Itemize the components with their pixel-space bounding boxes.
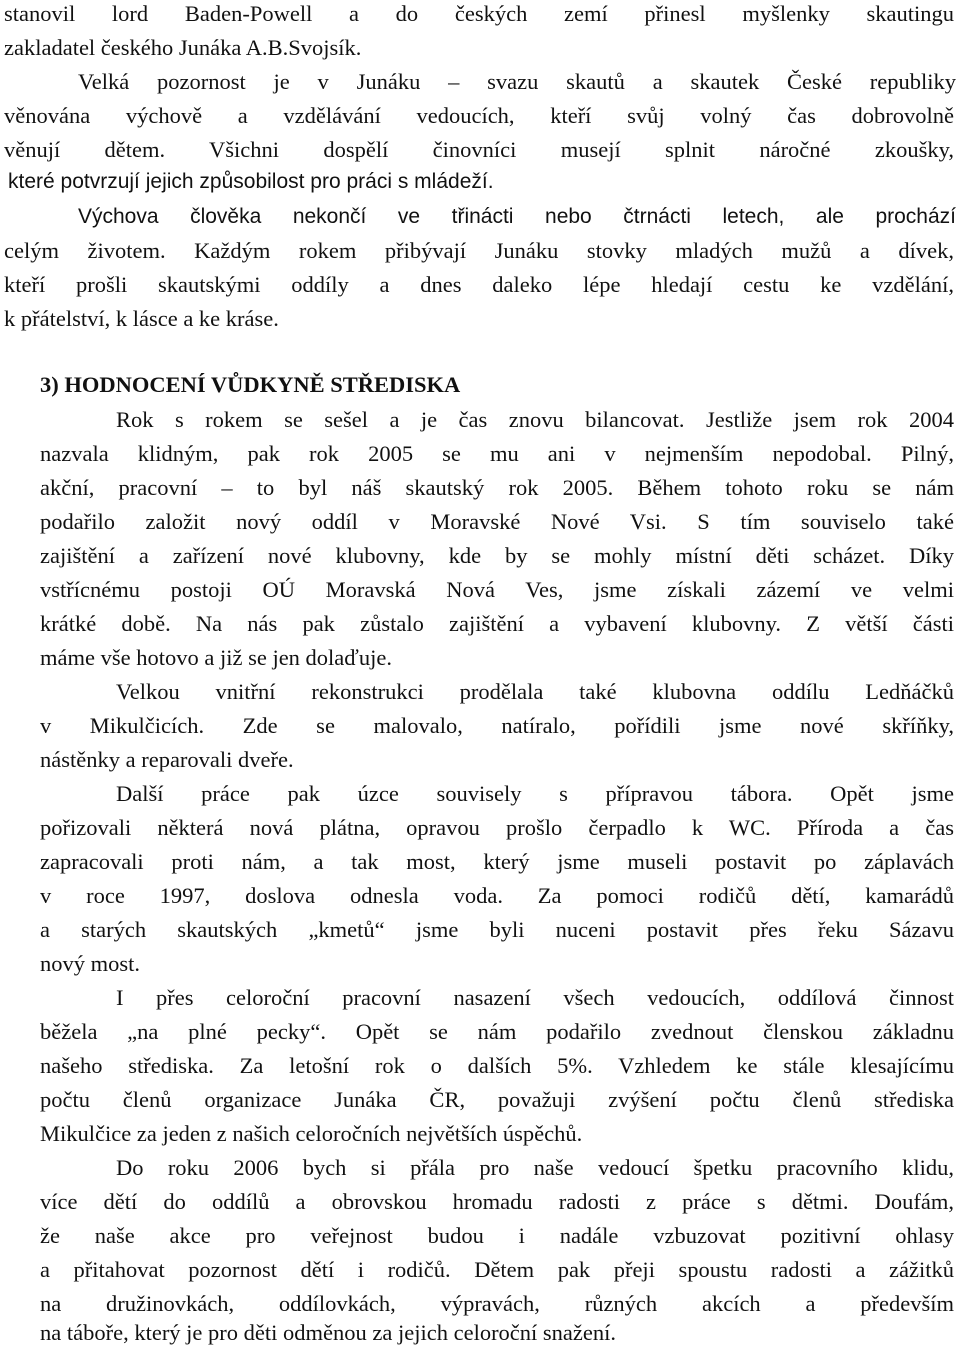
paragraph-line: že naše akce pro veřejnost budou i nadále vzbuzovat pozitivní ohlasy	[40, 1223, 954, 1248]
paragraph-line: nový most.	[40, 951, 141, 976]
paragraph-line: na táboře, který je pro děti odměnou za jejich celoroční snažení.	[40, 1320, 617, 1345]
paragraph-line: věnována výchově a vzdělávání vedoucích, kteří svůj volný čas dobrovolně	[4, 103, 954, 128]
paragraph-line: Rok s rokem se sešel a je čas znovu bilancovat. Jestliže jsem rok 2004	[116, 407, 954, 432]
paragraph-line: a starých skautských „kmetů“ jsme byli nuceni postavit přes řeku Sázavu	[40, 917, 954, 942]
paragraph-line: v roce 1997, doslova odnesla voda. Za pomoci rodičů dětí, kamarádů	[40, 883, 954, 908]
paragraph-line: našeho střediska. Za letošní rok o dalších 5%. Vzhledem ke stále klesajícímu	[40, 1053, 954, 1078]
paragraph-line: Další práce pak úzce souvisely s přípravou tábora. Opět jsme	[116, 781, 954, 806]
paragraph-line: nástěnky a reparovali dveře.	[40, 747, 294, 772]
paragraph-line: máme vše hotovo a již se jen dolaďuje.	[40, 645, 392, 670]
paragraph-line: stanovil lord Baden-Powell a do českých zemí přinesl myšlenky skautingu	[4, 1, 954, 26]
paragraph-line: zajištění a zařízení nové klubovny, kde by se mohly místní děti scházet. Díky	[40, 543, 954, 568]
paragraph-line: akční, pracovní – to byl náš skautský rok 2005. Během tohoto roku se nám	[40, 475, 954, 500]
paragraph-line: na družinovkách, oddílovkách, výpravách, různých akcích a především	[40, 1291, 954, 1316]
paragraph-line: Výchova člověka nekončí ve třinácti nebo čtrnácti letech, ale prochází	[78, 205, 956, 228]
paragraph-line: I přes celoroční pracovní nasazení všech vedoucích, oddílová činnost	[116, 985, 954, 1010]
paragraph-line: krátké době. Na nás pak zůstalo zajištění a vybavení klubovny. Z větší části	[40, 611, 954, 636]
paragraph-line: Mikulčice za jeden z našich celoročních největších úspěchů.	[40, 1121, 583, 1146]
paragraph-line: a přitahovat pozornost dětí i rodičů. Dětem pak přeji spoustu radosti a zážitků	[40, 1257, 954, 1282]
paragraph-line: Velkou vnitřní rekonstrukci prodělala také klubovna oddílu Ledňáčků	[116, 679, 954, 704]
paragraph-line: více dětí do oddílů a obrovskou hromadu radosti z práce s dětmi. Doufám,	[40, 1189, 954, 1214]
paragraph-line: Do roku 2006 bych si přála pro naše vedoucí špetku pracovního klidu,	[116, 1155, 954, 1180]
paragraph-line: v Mikulčicích. Zde se malovalo, natíralo, pořídili jsme nové skříňky,	[40, 713, 954, 738]
paragraph-line: vstřícnému postoji OÚ Moravská Nová Ves, jsme získali zázemí ve velmi	[40, 577, 954, 602]
paragraph-line: zakladatel českého Junáka A.B.Svojsík.	[4, 35, 362, 60]
paragraph-line: které potvrzují jejich způsobilost pro práci s mládeží.	[8, 170, 494, 193]
paragraph-line: podařilo založit nový oddíl v Moravské Nové Vsi. S tím souviselo také	[40, 509, 954, 534]
paragraph-line: běžela „na plné pecky“. Opět se nám podařilo zvednout členskou základnu	[40, 1019, 954, 1044]
paragraph-line: pořizovali některá nová plátna, opravou prošlo čerpadlo k WC. Příroda a čas	[40, 815, 954, 840]
paragraph-line: Velká pozornost je v Junáku – svazu skautů a skautek České republiky	[78, 69, 956, 94]
paragraph-line: kteří prošli skautskými oddíly a dnes daleko lépe hledají cestu ke vzdělání,	[4, 272, 954, 297]
paragraph-line: zapracovali proti nám, a tak most, který jsme museli postavit po záplavách	[40, 849, 954, 874]
paragraph-line: celým životem. Každým rokem přibývají Junáku stovky mladých mužů a dívek,	[4, 238, 954, 263]
paragraph-line: věnují dětem. Všichni dospělí činovníci musejí splnit náročné zkoušky,	[4, 137, 954, 162]
paragraph-line: počtu členů organizace Junáka ČR, považuji zvýšení počtu členů střediska	[40, 1087, 954, 1112]
paragraph-line: nazvala klidným, pak rok 2005 se mu ani v nejmenším nepodobal. Pilný,	[40, 441, 954, 466]
paragraph-line: k přátelství, k lásce a ke kráse.	[4, 306, 279, 331]
section-heading: 3) HODNOCENÍ VŮDKYNĚ STŘEDISKA	[40, 372, 461, 397]
